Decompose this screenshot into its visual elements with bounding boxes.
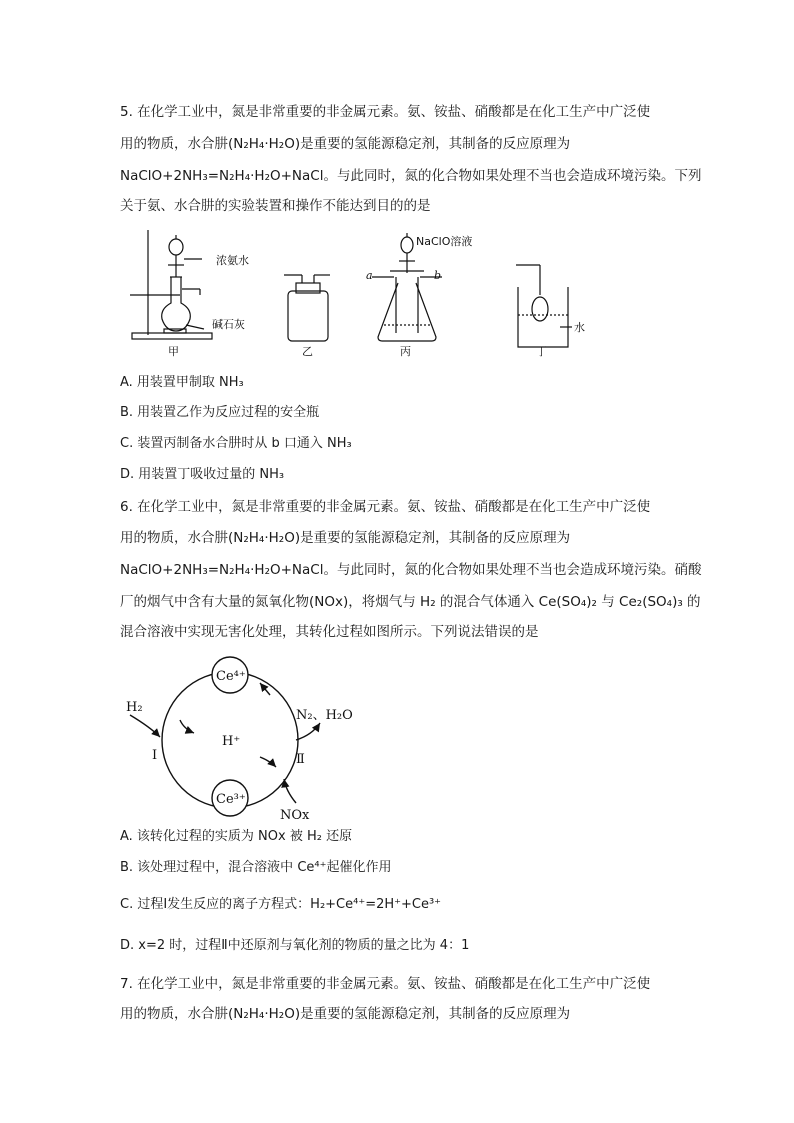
ce4-label: Ce⁴⁺ xyxy=(216,669,246,684)
apparatus-jia xyxy=(130,230,212,339)
naclo-solution-label: NaClO溶液 xyxy=(416,235,473,248)
q7-line1: 7. 在化学工业中，氮是非常重要的非金属元素。氨、铵盐、硝酸都是在化工生产中广泛使 xyxy=(120,976,651,992)
ce3-label: Ce³⁺ xyxy=(216,792,246,807)
jia-label: 甲 xyxy=(168,345,179,358)
h2-label: H₂ xyxy=(126,700,143,715)
q6-line3: NaClO+2NH₃=N₂H₄·H₂O+NaCl。与此同时，氮的化合物如果处理不当也会造成环境污染。硝酸 xyxy=(120,562,702,578)
q5-line4: 关于氨、水合肼的实验装置和操作不能达到目的的是 xyxy=(120,198,431,214)
products-arrow xyxy=(296,723,320,740)
q7-line2: 用的物质，水合肼(N₂H₄·H₂O)是重要的氢能源稳定剂，其制备的反应原理为 xyxy=(120,1006,571,1022)
q5-option-d: D. 用装置丁吸收过量的 NH₃ xyxy=(120,467,285,482)
soda-lime-label: 碱石灰 xyxy=(212,318,245,331)
nox-arrow xyxy=(284,779,296,803)
apparatus-ding xyxy=(516,265,572,347)
h2-arrow xyxy=(130,715,160,737)
q5-option-b: B. 用装置乙作为反应过程的安全瓶 xyxy=(120,405,320,420)
q6-option-b: B. 该处理过程中，混合溶液中 Ce⁴⁺起催化作用 xyxy=(120,860,392,875)
q5-line2: 用的物质，水合肼(N₂H₄·H₂O)是重要的氢能源稳定剂，其制备的反应原理为 xyxy=(120,136,571,152)
yi-label: 乙 xyxy=(302,345,313,358)
step2-label: Ⅱ xyxy=(296,752,305,767)
q5-option-c: C. 装置丙制备水合肼时从 b 口通入 NH₃ xyxy=(120,436,352,451)
products-label: N₂、H₂O xyxy=(296,708,353,723)
q6-line5: 混合溶液中实现无害化处理，其转化过程如图所示。下列说法错误的是 xyxy=(120,624,539,640)
hplus-label: H⁺ xyxy=(222,734,241,749)
q5-option-a: A. 用装置甲制取 NH₃ xyxy=(120,375,244,390)
water-label: 水 xyxy=(574,321,585,334)
bing-label: 丙 xyxy=(400,345,411,358)
apparatus-figure xyxy=(120,225,590,365)
port-a-label: a xyxy=(366,269,373,282)
q5-line1: 5. 在化学工业中，氮是非常重要的非金属元素。氨、铵盐、硝酸都是在化工生产中广泛使 xyxy=(120,104,651,120)
q6-option-a: A. 该转化过程的实质为 NOx 被 H₂ 还原 xyxy=(120,829,353,844)
inner-arrow-2 xyxy=(260,757,276,767)
apparatus-bing xyxy=(372,233,442,341)
q6-option-c: C. 过程Ⅰ发生反应的离子方程式：H₂+Ce⁴⁺=2H⁺+Ce³⁺ xyxy=(120,897,442,912)
q6-option-d: D. x=2 时，过程Ⅱ中还原剂与氧化剂的物质的量之比为 4：1 xyxy=(120,938,470,953)
apparatus-yi xyxy=(284,275,330,341)
q6-line1: 6. 在化学工业中，氮是非常重要的非金属元素。氨、铵盐、硝酸都是在化工生产中广泛使 xyxy=(120,499,651,515)
ding-label: 丁 xyxy=(536,345,547,358)
port-b-label: b xyxy=(434,269,442,282)
cycle-diagram xyxy=(120,655,370,825)
step1-label: Ⅰ xyxy=(152,748,158,763)
q6-line2: 用的物质，水合肼(N₂H₄·H₂O)是重要的氢能源稳定剂，其制备的反应原理为 xyxy=(120,530,571,546)
inner-arrow-1 xyxy=(180,720,194,733)
q5-line3: NaClO+2NH₃=N₂H₄·H₂O+NaCl。与此同时，氮的化合物如果处理不当也会造成环境污染。下列 xyxy=(120,168,702,184)
nox-label: NOx xyxy=(280,808,310,823)
q6-line4: 厂的烟气中含有大量的氮氧化物(NOx)，将烟气与 H₂ 的混合气体通入 Ce(SO₄)₂ 与 Ce₂(SO₄)₃ 的 xyxy=(120,594,701,610)
ammonia-water-label: 浓氨水 xyxy=(216,254,249,267)
